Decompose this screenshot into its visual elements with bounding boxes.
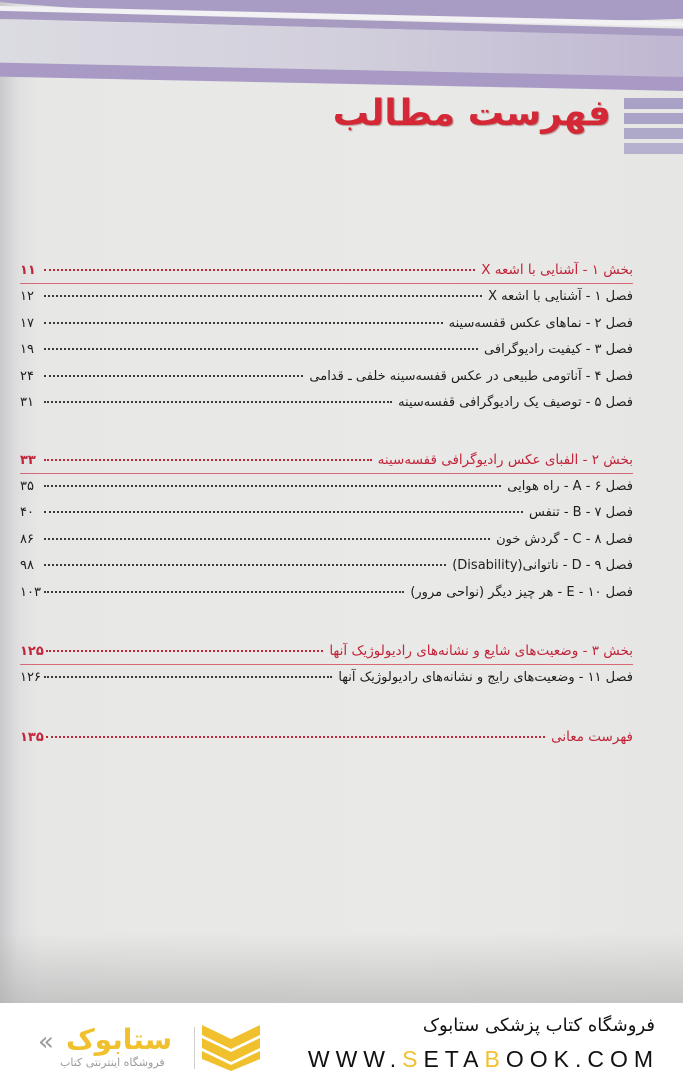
page-number: ۱۹ bbox=[20, 342, 34, 357]
logo-divider bbox=[194, 1027, 195, 1069]
toc-section-1[interactable] bbox=[20, 262, 633, 284]
toc-chapter-1[interactable] bbox=[20, 289, 633, 316]
dot-leader bbox=[44, 591, 404, 593]
table-of-contents bbox=[20, 262, 633, 756]
chapter-label: فصل ۹ - D - ناتوانی(Disability) bbox=[452, 558, 633, 573]
chapter-label: فصل ۲ - نماهای عکس قفسه‌سینه bbox=[448, 315, 633, 331]
toc-chapter-8[interactable] bbox=[20, 532, 633, 559]
dot-leader bbox=[44, 538, 490, 540]
url-accent: B bbox=[484, 1046, 506, 1072]
chapter-label: فصل ۱ - آشنایی با اشعه X bbox=[488, 289, 633, 304]
section-label: بخش ۳ - وضعیت‌های شایع و نشانه‌های رادیولوژیک آنها bbox=[329, 643, 633, 659]
dot-leader bbox=[44, 511, 523, 513]
chapter-label: فصل ۵ - توصیف یک رادیوگرافی قفسه‌سینه bbox=[398, 395, 633, 410]
page-number: ۲۴ bbox=[20, 368, 34, 384]
dot-leader bbox=[44, 375, 303, 377]
dot-leader bbox=[46, 736, 545, 738]
dot-leader bbox=[44, 401, 392, 403]
url-part: OOK.COM bbox=[505, 1046, 659, 1072]
dot-leader bbox=[44, 459, 372, 461]
logo-brand-text: ستابوک bbox=[66, 1023, 173, 1056]
chapter-label: فصل ۸ - C - گردش خون bbox=[496, 531, 633, 547]
page-number: ۳۳ bbox=[20, 452, 36, 468]
double-chevron-left-icon: « bbox=[38, 1027, 54, 1057]
url-part: WWW. bbox=[307, 1046, 403, 1072]
toc-chapter-9[interactable] bbox=[20, 558, 633, 585]
page-number: ۳۵ bbox=[20, 478, 34, 494]
dot-leader bbox=[44, 348, 478, 350]
chapter-label: فصل ۱۱ - وضعیت‌های رایج و نشانه‌های رادیولوژیک آنها bbox=[338, 670, 633, 685]
toc-chapter-4[interactable] bbox=[20, 369, 633, 396]
url-part: ETA bbox=[423, 1046, 485, 1072]
toc-index[interactable] bbox=[20, 729, 633, 751]
dot-leader bbox=[44, 564, 446, 566]
toc-chapter-5[interactable] bbox=[20, 395, 633, 422]
dot-leader bbox=[44, 295, 482, 297]
toc-chapter-10[interactable] bbox=[20, 585, 633, 612]
section-label: بخش ۱ - آشنایی با اشعه X bbox=[481, 262, 633, 278]
toc-chapter-6[interactable] bbox=[20, 479, 633, 506]
dot-leader bbox=[44, 269, 475, 271]
store-footer bbox=[0, 1003, 683, 1080]
dot-leader bbox=[44, 676, 332, 678]
page-number: ۱۰۳ bbox=[20, 584, 41, 600]
toc-chapter-3[interactable] bbox=[20, 342, 633, 369]
page-number: ۱۷ bbox=[20, 315, 34, 331]
page-number: ۱۲۶ bbox=[20, 670, 41, 685]
page-number: ۱۲۵ bbox=[20, 644, 44, 659]
toc-section-3[interactable] bbox=[20, 643, 633, 665]
page-number: ۱۳۵ bbox=[20, 729, 44, 745]
page-number: ۱۲ bbox=[20, 289, 34, 304]
chapter-label: فصل ۶ - A - راه هوایی bbox=[507, 478, 633, 494]
chapter-label: فصل ۳ - کیفیت رادیوگرافی bbox=[484, 342, 633, 357]
page-number: ۸۶ bbox=[20, 531, 34, 547]
chapter-label: فصل ۴ - آناتومی طبیعی در عکس قفسه‌سینه خلفی ـ قدامی bbox=[309, 368, 633, 384]
chapter-label: فصل ۱۰ - E - هر چیز دیگر (نواحی مرور) bbox=[410, 584, 633, 600]
page-number: ۳۱ bbox=[20, 395, 34, 410]
dot-leader bbox=[46, 650, 324, 652]
store-url[interactable] bbox=[308, 1046, 659, 1073]
url-accent: S bbox=[402, 1046, 424, 1072]
page-title: فهرست مطالب bbox=[332, 93, 611, 134]
dot-leader bbox=[44, 322, 443, 324]
page-number: ۴۰ bbox=[20, 505, 34, 520]
toc-chapter-7[interactable] bbox=[20, 505, 633, 532]
title-stripes bbox=[624, 98, 683, 158]
toc-section-2[interactable] bbox=[20, 452, 633, 474]
store-name: فروشگاه کتاب پزشکی ستابوک bbox=[422, 1015, 655, 1036]
logo-subtitle: فروشگاه اینترنتی کتاب bbox=[60, 1056, 165, 1069]
dot-leader bbox=[44, 485, 501, 487]
page-number: ۱۱ bbox=[20, 263, 36, 278]
section-label: بخش ۲ - الفبای عکس رادیوگرافی قفسه‌سینه bbox=[377, 451, 633, 468]
page-number: ۹۸ bbox=[20, 558, 34, 573]
toc-chapter-11[interactable] bbox=[20, 670, 633, 697]
setabook-logo[interactable] bbox=[30, 1023, 260, 1073]
toc-chapter-2[interactable] bbox=[20, 316, 633, 343]
index-label: فهرست معانی bbox=[551, 728, 633, 745]
chapter-label: فصل ۷ - B - تنفس bbox=[529, 505, 633, 520]
chevron-stack-icon bbox=[202, 1025, 260, 1071]
